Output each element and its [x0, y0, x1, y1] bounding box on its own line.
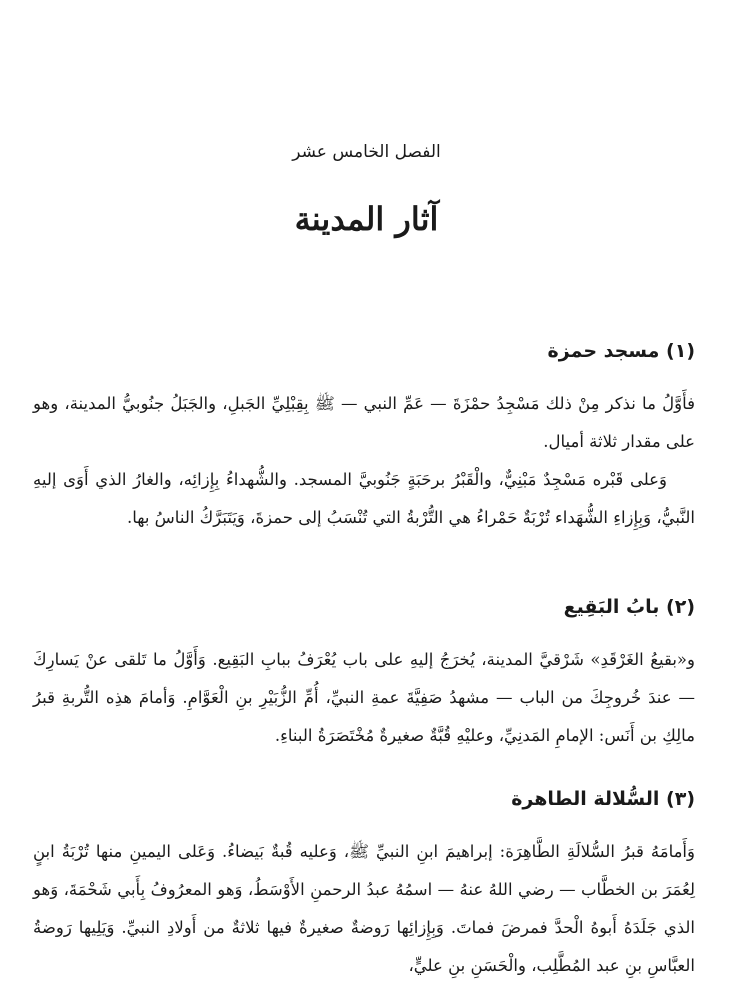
section-heading-hamza-mosque: (١) مسجد حمزة [547, 340, 695, 362]
paragraph-hamza-1: فأَوَّلُ ما نذكر مِنْ ذلك مَسْجِدُ حمْزَةَ — عَمِّ النبي — ﷺ بِقِبْلِيِّ الجَبلِ، والجَبَلُ جنُوبيُّ المدينة، وهو على مقدار ثلاثة أميال. [33, 394, 695, 451]
section-heading-baqi-gate: (٢) بابُ البَقِيع [563, 596, 695, 618]
paragraph-lineage-1: وَأَمامَهُ قبرُ السُّلالَةِ الطَّاهِرَة: إبراهيمَ ابنِ النبيِّ ﷺ، وَعليه قُبةٌ بَيضاءُ. وَعَلى اليمينِ منها تُرْبَةُ ابنٍ لِعُمَرَ بن الخطَّاب — رضي اللهُ عنهُ — اسمُهُ عبدُ الرحمنِ الأَوْسَطُ، وَهو المعرُوفُ بِأَبي شَحْمَةَ، وَهو الذي جَلَدَهُ أَبوهُ الْحدَّ فمرضَ فماتَ. وَبِإِزائِها رَوضةٌ صغيرةٌ فيها ثلاثةٌ من أَولادِ النبيِّ. وَيَلِيها رَوضةُ العبَّاسِ بنِ عبد المُطَّلِب، والْحَسَنِ بنِ عليٍّ، [33, 842, 695, 975]
paragraph-hamza-2: وَعلى قَبْره مَسْجِدٌ مَبْنِيٌّ، والْقَبْرُ برحَبَةٍ جَنُوبيَّ المسجد. والشُّهداءُ بِإِزائِه، والغارُ الذي أَوَى إليهِ النَّبيُّ، وَبِإِزاءِ الشُّهَداء تُرْبَةٌ حَمْراءُ هي التُّرْبةُ التي تُنْسَبُ إلى حمزةَ، وَيَتَبَرَّكُ الناسُ بها. [33, 470, 695, 527]
section-heading-pure-lineage: (٣) السُّلالة الطاهرة [511, 788, 695, 810]
chapter-label: الفصل الخامس عشر [292, 142, 441, 162]
paragraph-baqi-1: و«بقيعُ الغَرْقَدِ» شَرْقيَّ المدينة، يُخرَجُ إليهِ على باب يُعْرَفُ ببابِ البَقِيع. وَأَوَّلُ ما تَلقى عنْ يَسارِكَ — عندَ خُروجِكَ من الباب — مشهدُ صَفِيَّةَ عمةِ النبيِّ، أُمِّ الزُّبَيْرِ بنِ الْعَوَّامِ. وَأمامَ هذِه التُّربةِ قبرُ مالِكِ بن أَنَس: الإمامِ المَدنِيِّ، وعليْهِ قُبَّةٌ صغيرةٌ مُخْتَصَرَةُ البناءِ. [33, 650, 695, 745]
chapter-title: آثار المدينة [294, 200, 439, 238]
